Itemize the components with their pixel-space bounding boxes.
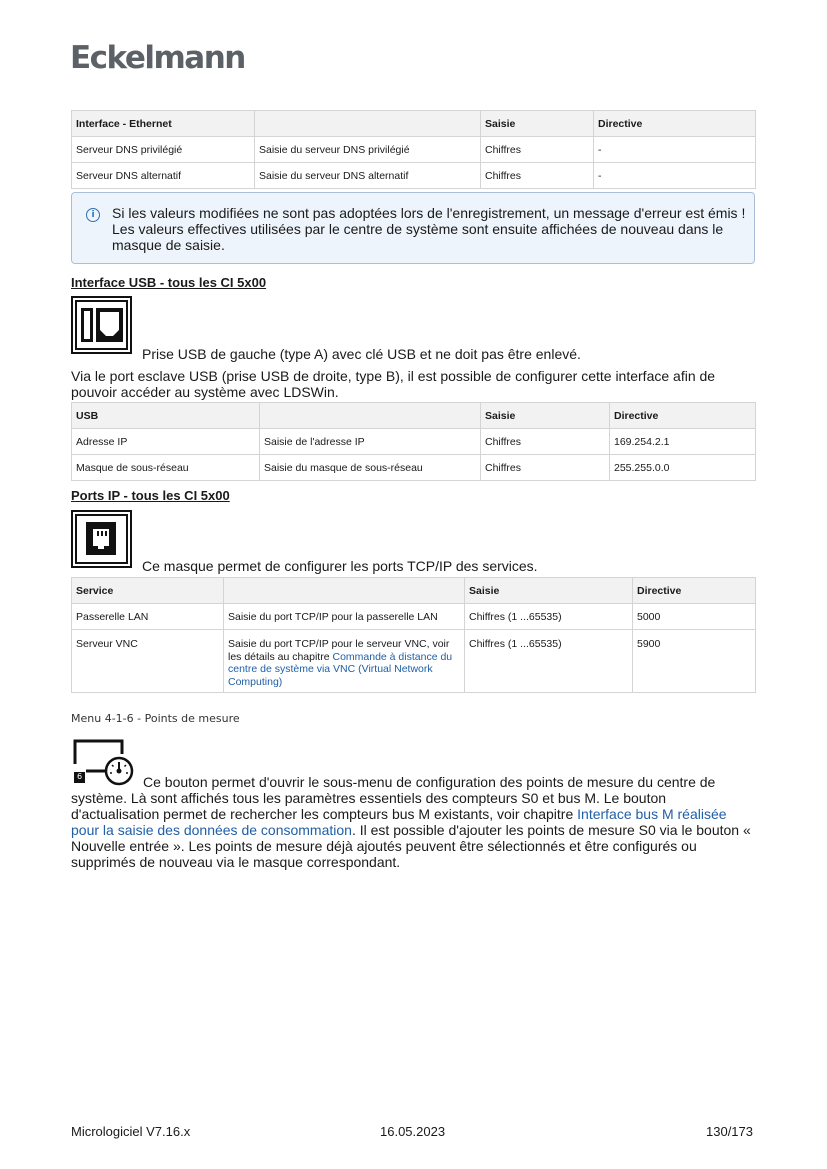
table-header-cell: Saisie: [465, 578, 633, 604]
ethernet-table: [71, 110, 756, 189]
network-port-icon: [71, 510, 132, 568]
table-header-row: [72, 111, 756, 137]
usb-port-icon: [71, 296, 132, 354]
table-cell: Chiffres: [481, 429, 610, 455]
table-cell: Serveur DNS privilégié: [72, 137, 255, 163]
table-cell: Chiffres: [481, 137, 594, 163]
ports-section-title: Ports IP - tous les CI 5x00: [71, 488, 230, 503]
company-logo: Eckelmann: [70, 40, 245, 76]
footer-date: 16.05.2023: [380, 1124, 446, 1139]
table-header-cell: Directive: [633, 578, 756, 604]
table-cell: 5000: [633, 604, 756, 630]
table-row: [72, 429, 756, 455]
table-row: [72, 455, 756, 481]
mbus-chapter-link[interactable]: Interface bus M réalisée pour la saisie des données de consommation: [71, 806, 727, 838]
table-cell: Saisie du serveur DNS privilégié: [255, 137, 481, 163]
info-icon: i: [86, 208, 100, 222]
table-cell: Saisie du port TCP/IP pour la passerelle LAN: [224, 604, 465, 630]
usb-section-title: Interface USB - tous les CI 5x00: [71, 275, 267, 290]
table-cell: -: [594, 163, 756, 189]
table-cell: [224, 630, 465, 693]
table-header-cell: [255, 111, 481, 137]
table-header-cell: Directive: [610, 403, 756, 429]
usb-caption: Prise USB de gauche (type A) avec clé USB et ne doit pas être enlevé.: [142, 346, 581, 362]
table-row: [72, 630, 756, 693]
table-row: [72, 137, 756, 163]
footer-firmware: Micrologiciel V7.16.x: [71, 1124, 191, 1139]
table-header-cell: Interface - Ethernet: [72, 111, 255, 137]
table-header-cell: [260, 403, 481, 429]
measure-paragraph: [71, 774, 757, 870]
table-row: [72, 163, 756, 189]
table-cell: Passerelle LAN: [72, 604, 224, 630]
table-header-row: [72, 403, 756, 429]
table-cell: Serveur DNS alternatif: [72, 163, 255, 189]
table-cell: Saisie du masque de sous-réseau: [260, 455, 481, 481]
info-note: [71, 192, 755, 264]
vnc-chapter-link[interactable]: Commande à distance du centre de système via VNC (Virtual Network Computing): [228, 650, 453, 688]
table-header-cell: Saisie: [481, 111, 594, 137]
table-cell: Masque de sous-réseau: [72, 455, 260, 481]
table-cell: 255.255.0.0: [610, 455, 756, 481]
ports-table: [71, 577, 756, 693]
usb-table: [71, 402, 756, 481]
footer-page-number: 130/173: [706, 1124, 753, 1139]
table-cell: Saisie du serveur DNS alternatif: [255, 163, 481, 189]
icon-number: 6: [76, 772, 83, 781]
table-header-cell: USB: [72, 403, 260, 429]
table-cell: Chiffres: [481, 455, 610, 481]
vnc-description: Saisie du port TCP/IP pour le serveur VNC, voir les détails au chapitre: [228, 638, 450, 663]
table-cell: Chiffres (1 ...65535): [465, 630, 633, 693]
table-header-row: [72, 578, 756, 604]
ports-caption: Ce masque permet de configurer les ports TCP/IP des services.: [142, 558, 538, 574]
measure-text-1: Ce bouton permet d'ouvrir le sous-menu de configuration des points de mesure du centre de système. Là sont affichés tous les paramètres essentiels des compteurs S0 et bus M. Le bouton d'actualisation permet de rechercher les compteurs bus M existants, voir chapitre: [71, 774, 716, 822]
table-header-cell: [224, 578, 465, 604]
usb-paragraph: Via le port esclave USB (prise USB de droite, type B), il est possible de configurer cette interface afin de pouvoir accéder au système avec LDSWin.: [71, 368, 716, 400]
table-cell: -: [594, 137, 756, 163]
menu-caption: Menu 4-1-6 - Points de mesure: [71, 712, 240, 725]
table-cell: Chiffres (1 ...65535): [465, 604, 633, 630]
table-row: [72, 604, 756, 630]
table-header-cell: Service: [72, 578, 224, 604]
table-cell: Adresse IP: [72, 429, 260, 455]
table-cell: Serveur VNC: [72, 630, 224, 693]
table-cell: Chiffres: [481, 163, 594, 189]
table-cell: 5900: [633, 630, 756, 693]
info-note-text: Si les valeurs modifiées ne sont pas adoptées lors de l'enregistrement, un message d'erreur est émis ! Les valeurs effectives utilisées par le centre de système sont ensuite affichées de nouveau dans le masque de saisie.: [112, 205, 746, 253]
table-header-cell: Saisie: [481, 403, 610, 429]
table-cell: 169.254.2.1: [610, 429, 756, 455]
measure-text-2: . Il est possible d'ajouter les points de mesure S0 via le bouton « Nouvelle entrée ». Les points de mesure déjà ajoutés peuvent être sélectionnés et être configurés ou supprimés de nouveau via le masque correspondant.: [71, 822, 751, 870]
table-header-cell: Directive: [594, 111, 756, 137]
table-cell: Saisie de l'adresse IP: [260, 429, 481, 455]
